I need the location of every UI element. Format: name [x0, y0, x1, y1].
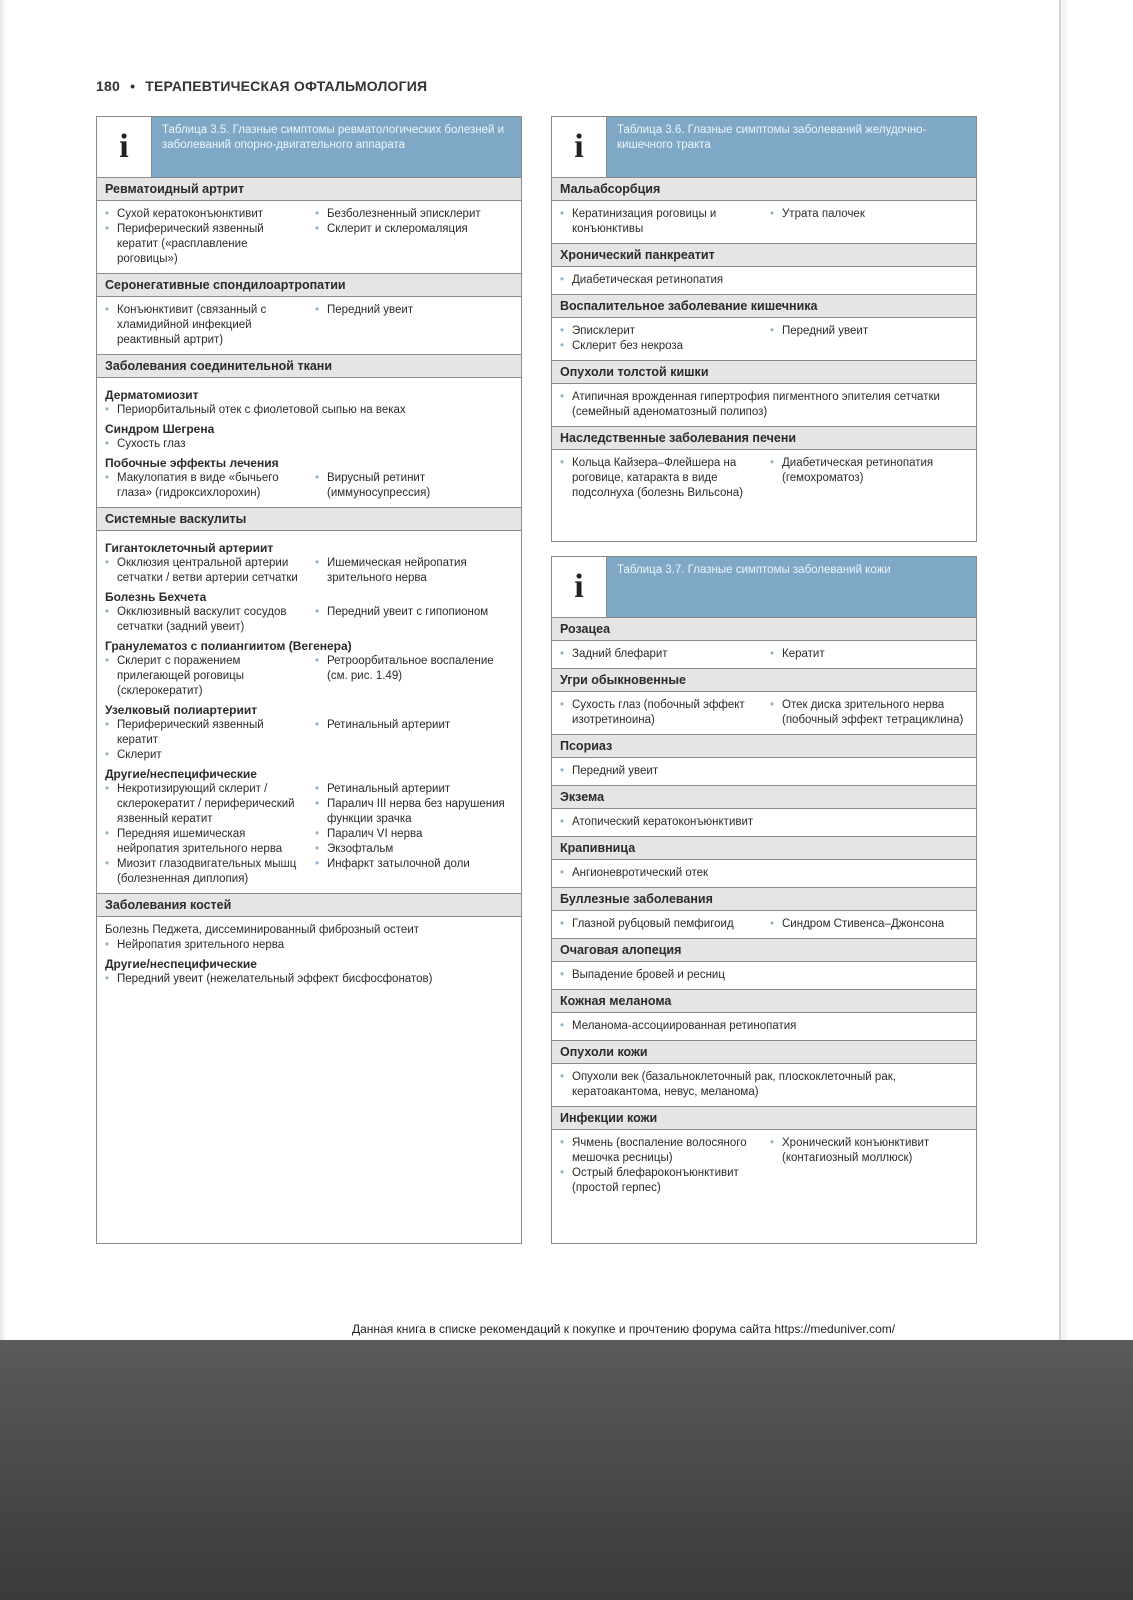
footer-note: Данная книга в списке рекомендаций к покупке и прочтению форума сайта https://meduniver.com/ [352, 1322, 896, 1336]
section-title: Хронический панкреатит [552, 243, 976, 267]
header-title: ТЕРАПЕВТИЧЕСКАЯ ОФТАЛЬМОЛОГИЯ [145, 78, 428, 94]
list-item: • Хронический конъюнктивит (контагиозный моллюск) [770, 1136, 968, 1166]
section-title: Заболевания костей [97, 893, 521, 917]
subsection-title: Другие/неспецифические [105, 957, 257, 971]
section-body [552, 911, 976, 938]
list-item: • Глазной рубцовый пемфигоид [560, 917, 758, 932]
table-title: Таблица 3.6. Глазные симптомы заболеваний желудочно-кишечного тракта [607, 117, 976, 177]
list-item: • Атипичная врожденная гипертрофия пигментного эпителия сетчатки (семейный аденоматозный полипоз) [560, 390, 968, 420]
page-right-edge [1059, 0, 1133, 1340]
list-item: • Ретинальный артериит [315, 782, 513, 797]
list-item: • Вирусный ретинит (иммуносупрессия) [315, 471, 513, 501]
section-body [97, 917, 521, 993]
list-item: • Паралич III нерва без нарушения функции зрачка [315, 797, 513, 827]
table-header [552, 557, 976, 617]
section-body [97, 201, 521, 273]
section-title: Серонегативные спондилоартропатии [97, 273, 521, 297]
section-title: Инфекции кожи [552, 1106, 976, 1130]
list-item: • Конъюнктивит (связанный с хламидийной инфекцией реактивный артрит) [105, 303, 303, 348]
list-item: • Ангионевротический отек [560, 866, 968, 881]
list-item: • Меланома-ассоциированная ретинопатия [560, 1019, 968, 1034]
list-item: • Сухой кератоконъюнктивит [105, 207, 303, 222]
section-title: Псориаз [552, 734, 976, 758]
table-header [97, 117, 521, 177]
list-item: • Задний блефарит [560, 647, 758, 662]
list-item: • Ишемическая нейропатия зрительного нерва [315, 556, 513, 586]
section-title: Кожная меланома [552, 989, 976, 1013]
section-title: Наследственные заболевания печени [552, 426, 976, 450]
section-body [552, 450, 976, 507]
list-item: • Периферический язвенный кератит [105, 718, 303, 748]
list-item: • Острый блефароконъюнктивит (простой герпес) [560, 1166, 758, 1196]
list-item: • Эписклерит [560, 324, 758, 339]
list-item: • Выпадение бровей и ресниц [560, 968, 968, 983]
list-item: • Опухоли век (базальноклеточный рак, плоскоклеточный рак, кератоакантома, невус, меланома) [560, 1070, 968, 1100]
running-header [96, 78, 427, 94]
section-title: Очаговая алопеция [552, 938, 976, 962]
section-body [552, 384, 976, 426]
section-body [552, 860, 976, 887]
section-title: Опухоли кожи [552, 1040, 976, 1064]
section-body [97, 378, 521, 507]
subsection-title: Болезнь Бехчета [105, 590, 207, 604]
page-edge-line [1059, 0, 1061, 1340]
list-item: • Ячмень (воспаление волосяного мешочка ресницы) [560, 1136, 758, 1166]
section-title: Ревматоидный артрит [97, 177, 521, 201]
list-item: • Утрата палочек [770, 207, 968, 222]
section-body [552, 758, 976, 785]
subsection-title: Гранулематоз с полиангиитом (Вегенера) [105, 639, 352, 653]
section-title: Мальабсорбция [552, 177, 976, 201]
section-body [552, 962, 976, 989]
subsection-title: Гигантоклеточный артериит [105, 541, 274, 555]
section-title: Крапивница [552, 836, 976, 860]
list-item: • Передняя ишемическая нейропатия зрительного нерва [105, 827, 303, 857]
header-bullet: • [130, 78, 136, 94]
list-item: • Атопический кератоконъюнктивит [560, 815, 968, 830]
section-body [552, 267, 976, 294]
list-item: • Склерит с поражением прилегающей роговицы (склерокератит) [105, 654, 303, 699]
list-item: • Отек диска зрительного нерва (побочный эффект тетрациклина) [770, 698, 968, 728]
list-item: • Экзофтальм [315, 842, 513, 857]
section-title: Розацеа [552, 617, 976, 641]
list-item: • Передний увеит с гипопионом [315, 605, 513, 620]
section-title: Заболевания соединительной ткани [97, 354, 521, 378]
list-item: • Склерит и склеромаляция [315, 222, 513, 237]
list-item: • Миозит глазодвигательных мышц (болезненная диплопия) [105, 857, 303, 887]
table-header [552, 117, 976, 177]
list-item: • Кератинизация роговицы и конъюнктивы [560, 207, 758, 237]
list-item: • Кольца Кайзера–Флейшера на роговице, катаракта в виде подсолнуха (болезнь Вильсона) [560, 456, 758, 501]
subsection-title: Дерматомиозит [105, 388, 199, 402]
section-body [552, 1064, 976, 1106]
list-item: • Паралич VI нерва [315, 827, 513, 842]
list-item: • Периферический язвенный кератит («расплавление роговицы») [105, 222, 303, 267]
page-number: 180 [96, 78, 120, 94]
list-item: • Передний увеит (нежелательный эффект бисфосфонатов) [105, 972, 513, 987]
list-item: • Склерит без некроза [560, 339, 758, 354]
list-item: • Окклюзия центральной артерии сетчатки / ветви артерии сетчатки [105, 556, 303, 586]
section-body [552, 1130, 976, 1202]
subsection-title: Другие/неспецифические [105, 767, 257, 781]
info-icon: i [552, 117, 607, 177]
list-item: • Безболезненный эписклерит [315, 207, 513, 222]
section-body [552, 201, 976, 243]
scan-background [0, 1340, 1133, 1600]
section-body [552, 318, 976, 360]
section-body [97, 531, 521, 893]
section-title: Угри обыкновенные [552, 668, 976, 692]
table-3-7 [551, 556, 977, 1244]
section-title: Экзема [552, 785, 976, 809]
subsection-title: Побочные эффекты лечения [105, 456, 279, 470]
list-item: • Нейропатия зрительного нерва [105, 938, 513, 953]
subsection-title: Синдром Шегрена [105, 422, 215, 436]
list-item: • Сухость глаз [105, 437, 513, 452]
list-item: • Ретинальный артериит [315, 718, 513, 733]
page-left-shadow [0, 0, 6, 1340]
list-item: • Сухость глаз (побочный эффект изотретиноина) [560, 698, 758, 728]
subsection-title: Узелковый полиартериит [105, 703, 258, 717]
list-item: • Диабетическая ретинопатия (гемохроматоз) [770, 456, 968, 486]
section-title: Системные васкулиты [97, 507, 521, 531]
list-item: • Синдром Стивенса–Джонсона [770, 917, 968, 932]
plain-text: Болезнь Педжета, диссеминированный фиброзный остеит [105, 924, 420, 936]
list-item: • Передний увеит [560, 764, 968, 779]
list-item: • Некротизирующий склерит / склерокератит / периферический язвенный кератит [105, 782, 303, 827]
list-item: • Инфаркт затылочной доли [315, 857, 513, 872]
section-body [552, 692, 976, 734]
table-title: Таблица 3.5. Глазные симптомы ревматологических болезней и заболеваний опорно-двигательного аппарата [152, 117, 521, 177]
section-title: Опухоли толстой кишки [552, 360, 976, 384]
info-icon: i [97, 117, 152, 177]
list-item: • Макулопатия в виде «бычьего глаза» (гидроксихлорохин) [105, 471, 303, 501]
list-item: • Периорбитальный отек с фиолетовой сыпью на веках [105, 403, 513, 418]
list-item: • Передний увеит [315, 303, 513, 318]
section-body [552, 641, 976, 668]
info-icon: i [552, 557, 607, 617]
section-body [552, 1013, 976, 1040]
section-title: Воспалительное заболевание кишечника [552, 294, 976, 318]
section-body [552, 809, 976, 836]
table-3-6 [551, 116, 977, 542]
table-title: Таблица 3.7. Глазные симптомы заболеваний кожи [607, 557, 976, 617]
list-item: • Кератит [770, 647, 968, 662]
list-item: • Склерит [105, 748, 303, 763]
list-item: • Ретроорбитальное воспаление (см. рис. 1.49) [315, 654, 513, 684]
list-item: • Передний увеит [770, 324, 968, 339]
list-item: • Окклюзивный васкулит сосудов сетчатки (задний увеит) [105, 605, 303, 635]
table-3-5 [96, 116, 522, 1244]
list-item: • Диабетическая ретинопатия [560, 273, 968, 288]
section-title: Буллезные заболевания [552, 887, 976, 911]
section-body [97, 297, 521, 354]
